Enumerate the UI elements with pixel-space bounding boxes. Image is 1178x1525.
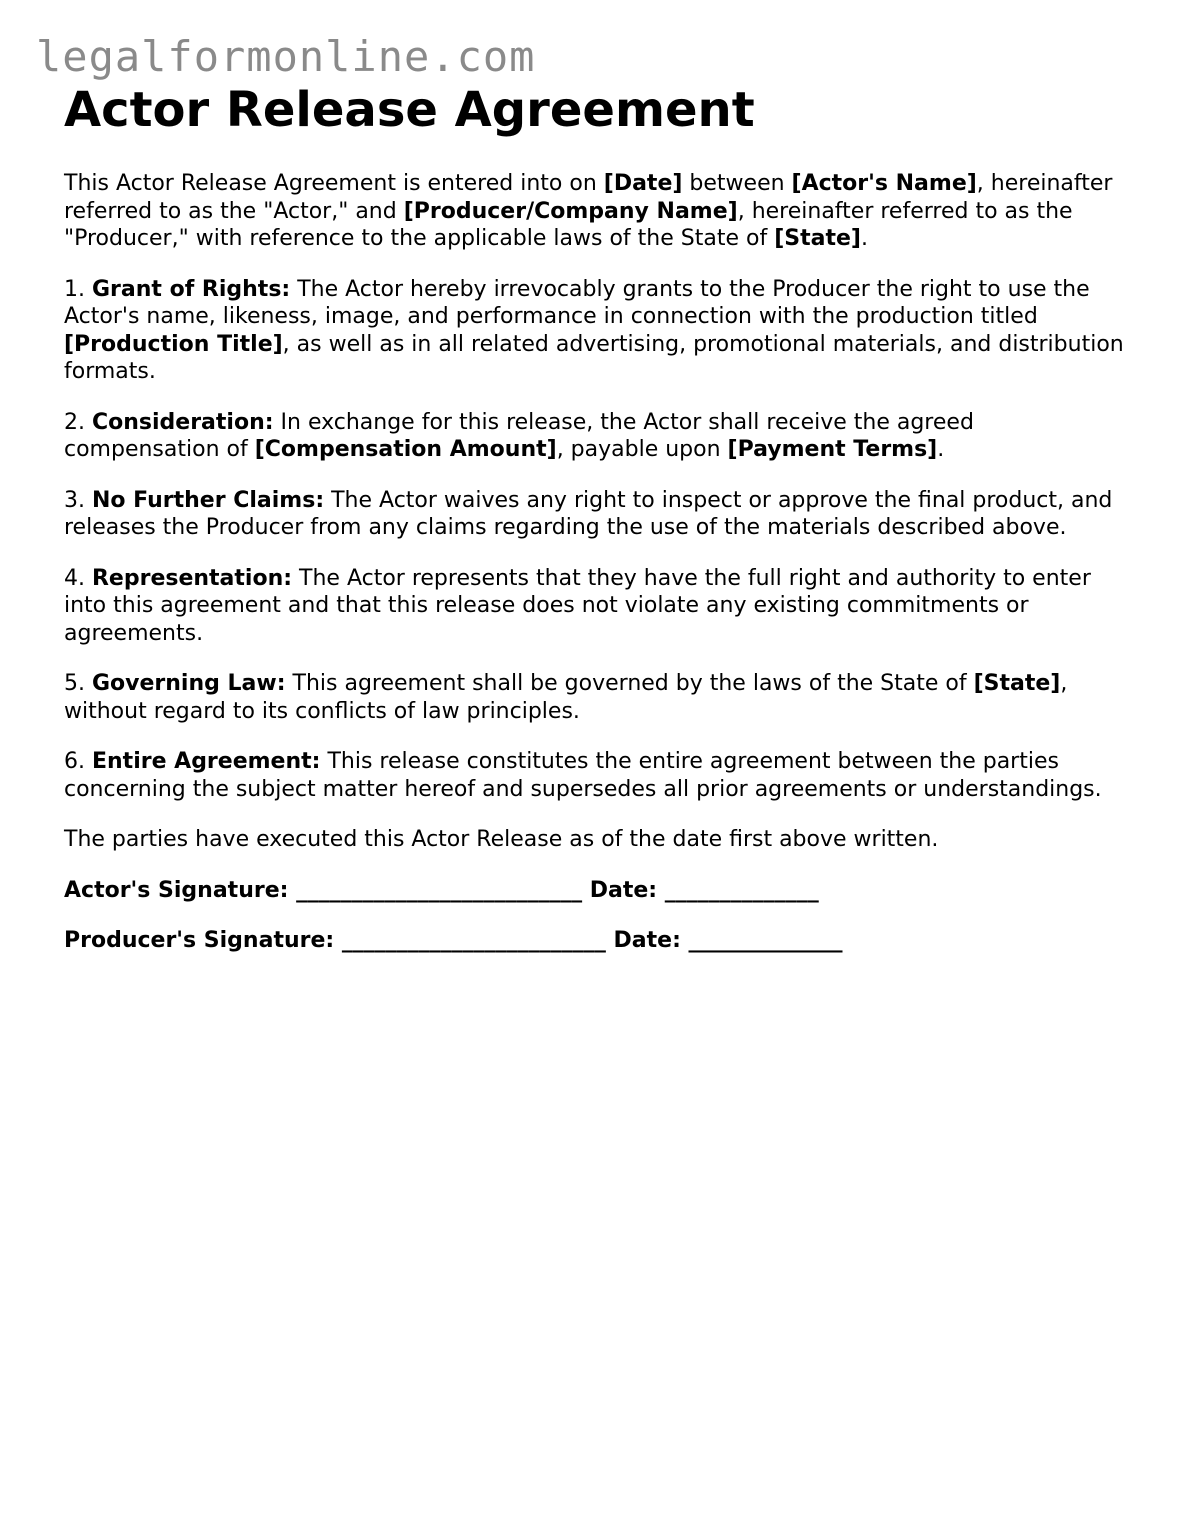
document-title: Actor Release Agreement xyxy=(64,82,755,138)
intro-paragraph xyxy=(64,170,1124,253)
section-number: 1. xyxy=(64,276,92,302)
compensation-amount-placeholder: [Compensation Amount] xyxy=(254,437,557,462)
production-title-placeholder: [Production Title] xyxy=(64,331,283,357)
section-text: The Actor waives any right to inspect or approve the final product, and releases the Producer from any claims regarding the use of the materials described above. xyxy=(64,487,1113,540)
intro-text: . xyxy=(860,226,868,251)
intro-text: between xyxy=(682,171,792,196)
producer-date-field[interactable]: ______________ xyxy=(688,928,843,953)
section-representation xyxy=(64,565,1124,648)
section-no-further-claims xyxy=(64,487,1124,542)
payment-terms-placeholder: [Payment Terms] xyxy=(727,437,938,462)
section-consideration xyxy=(64,409,1124,464)
section-heading: Governing Law: xyxy=(91,671,286,696)
section-heading: Consideration: xyxy=(91,409,274,435)
section-heading: Grant of Rights: xyxy=(91,276,291,302)
section-text: , payable upon xyxy=(556,437,728,462)
producer-signature-label: Producer's Signature: xyxy=(64,928,342,953)
section-number: 2. xyxy=(64,409,92,435)
execution-statement: The parties have executed this Actor Release as of the date first above written. xyxy=(64,827,939,852)
section-grant-of-rights xyxy=(64,276,1124,386)
section-number: 3. xyxy=(64,487,92,513)
site-watermark: legalformonline.com xyxy=(36,32,536,81)
date-placeholder: [Date] xyxy=(603,171,683,196)
section-number: 5. xyxy=(64,671,92,696)
producer-signature-field[interactable]: ________________________ xyxy=(341,928,606,953)
producer-signature-line xyxy=(64,927,1124,955)
section-text: , as well as in all related advertising, promotional materials, and distribution formats. xyxy=(64,331,1124,384)
section-text: . xyxy=(937,437,945,462)
section-heading: No Further Claims: xyxy=(91,487,325,513)
producer-date-label: Date: xyxy=(605,928,689,953)
actor-signature-field[interactable]: __________________________ xyxy=(296,877,583,903)
section-entire-agreement xyxy=(64,748,1124,803)
intro-text: , hereinafter referred to as the "Producer," with reference to the applicable laws of the State of xyxy=(64,198,1073,251)
actor-signature-line xyxy=(64,877,1124,905)
intro-text: This Actor Release Agreement is entered into on xyxy=(64,171,604,196)
actor-name-placeholder: [Actor's Name] xyxy=(791,171,977,196)
intro-text: , hereinafter referred to as the "Actor," and xyxy=(64,171,1113,224)
section-text: This agreement shall be governed by the laws of the State of xyxy=(285,671,974,696)
section-number: 6. xyxy=(64,749,92,774)
section-heading: Entire Agreement: xyxy=(91,749,321,774)
section-text: , without regard to its conflicts of law principles. xyxy=(64,671,1068,724)
section-text: This release constitutes the entire agreement between the parties concerning the subject matter hereof and supersedes all prior agreements or understandings. xyxy=(64,749,1102,802)
section-number: 4. xyxy=(64,565,92,591)
state-placeholder: [State] xyxy=(973,671,1061,696)
section-text: In exchange for this release, the Actor shall receive the agreed compensation of xyxy=(64,409,974,462)
section-governing-law xyxy=(64,670,1124,725)
state-placeholder: [State] xyxy=(774,226,861,251)
actor-date-field[interactable]: ______________ xyxy=(664,877,819,903)
actor-date-label: Date: xyxy=(582,877,665,903)
actor-signature-label: Actor's Signature: xyxy=(64,877,297,903)
document-body xyxy=(64,170,1124,978)
section-heading: Representation: xyxy=(91,565,293,591)
producer-name-placeholder: [Producer/Company Name] xyxy=(403,198,738,224)
section-text: The Actor hereby irrevocably grants to the Producer the right to use the Actor's name, likeness, image, and performance in connection with the production titled xyxy=(64,276,1090,329)
section-text: The Actor represents that they have the full right and authority to enter into this agreement and that this release does not violate any existing commitments or agreements. xyxy=(64,565,1091,646)
